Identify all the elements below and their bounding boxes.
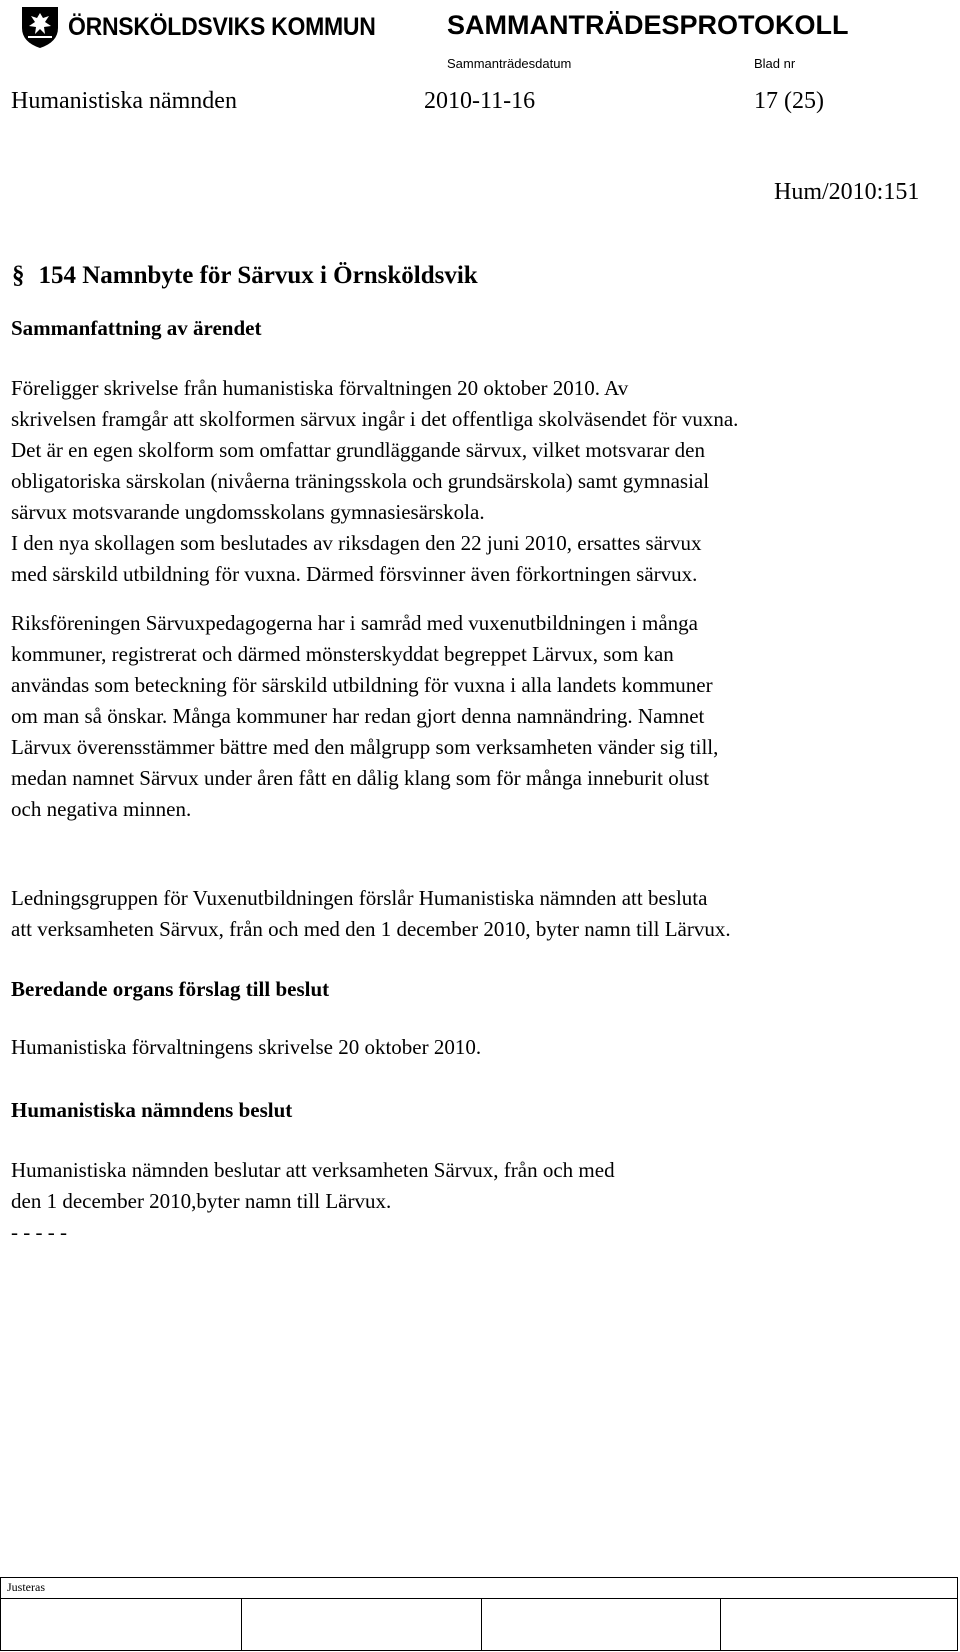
item-title: 154 Namnbyte för Särvux i Örnsköldsvik [38,262,478,289]
proposal-heading: Beredande organs förslag till beslut [11,977,330,1001]
text-line: Riksföreningen Särvuxpedagogerna har i samråd med vuxenutbildningen i många [11,611,698,635]
coat-of-arms-icon [18,4,62,50]
justeras-table [0,1577,958,1651]
text-line: skrivelsen framgår att skolformen särvux ingår i det offentliga skolväsendet för vuxna. [11,407,739,431]
summary-paragraph-2 [11,608,941,825]
decision-heading: Humanistiska nämndens beslut [11,1098,293,1122]
proposal-text [11,1032,941,1063]
text-line: Föreligger skrivelse från humanistiska förvaltningen 20 oktober 2010. Av [11,376,629,400]
decision-text [11,1155,941,1248]
text-line: om man så önskar. Många kommuner har redan gjort denna namnändring. Namnet [11,704,705,728]
text-line: Humanistiska förvaltningens skrivelse 20 oktober 2010. [11,1035,482,1059]
text-line: och negativa minnen. [11,797,192,821]
end-mark: - - - - - [11,1220,67,1244]
meeting-date-label: Sammanträdesdatum [447,56,572,71]
text-line: användas som beteckning för särskild utbildning för vuxna i alla landets kommuner [11,673,713,697]
text-line: kommuner, registrerat och därmed mönsterskyddat begreppet Lärvux, som kan [11,642,674,666]
text-line: med särskild utbildning för vuxna. Därmed försvinner även förkortningen särvux. [11,562,698,586]
text-line: den 1 december 2010,byter namn till Lärvux. [11,1189,392,1213]
summary-paragraph-3 [11,883,941,945]
text-line: Lärvux överensstämmer bättre med den målgrupp som verksamheten vänder sig till, [11,735,719,759]
text-line: medan namnet Särvux under åren fått en dålig klang som för många inneburit olust [11,766,710,790]
case-number: Hum/2010:151 [774,179,920,205]
page-number-label: Blad nr [754,56,796,71]
text-line: obligatoriska särskolan (nivåerna träningsskola och grundsärskola) samt gymnasial [11,469,710,493]
justeras-label-row [1,1578,957,1599]
justeras-label: Justeras [7,1580,45,1594]
signature-cell [241,1598,482,1650]
municipality-name: ÖRNSKÖLDSVIKS KOMMUN [68,12,376,41]
page-number: 17 (25) [754,88,824,114]
text-line: särvux motsvarande ungdomsskolans gymnasiesärskola. [11,500,485,524]
signature-cell [1,1598,242,1650]
committee-name: Humanistiska nämnden [11,88,237,114]
text-line: I den nya skollagen som beslutades av riksdagen den 22 juni 2010, ersattes särvux [11,531,702,555]
summary-heading: Sammanfattning av ärendet [11,316,262,340]
text-line: Ledningsgruppen för Vuxenutbildningen förslår Humanistiska nämnden att besluta [11,886,708,910]
text-line: att verksamheten Särvux, från och med den 1 december 2010, byter namn till Lärvux. [11,917,731,941]
signature-cell [481,1598,721,1650]
item-heading [12,262,478,290]
meeting-date: 2010-11-16 [424,88,536,114]
summary-paragraph-1 [11,373,941,590]
municipality-logo [18,4,402,50]
text-line: Det är en egen skolform som omfattar grundläggande särvux, vilket motsvarar den [11,438,705,462]
paragraph-symbol: § [12,262,25,289]
document-title: SAMMANTRÄDESPROTOKOLL [447,10,849,40]
text-line: Humanistiska nämnden beslutar att verksamheten Särvux, från och med [11,1158,615,1182]
